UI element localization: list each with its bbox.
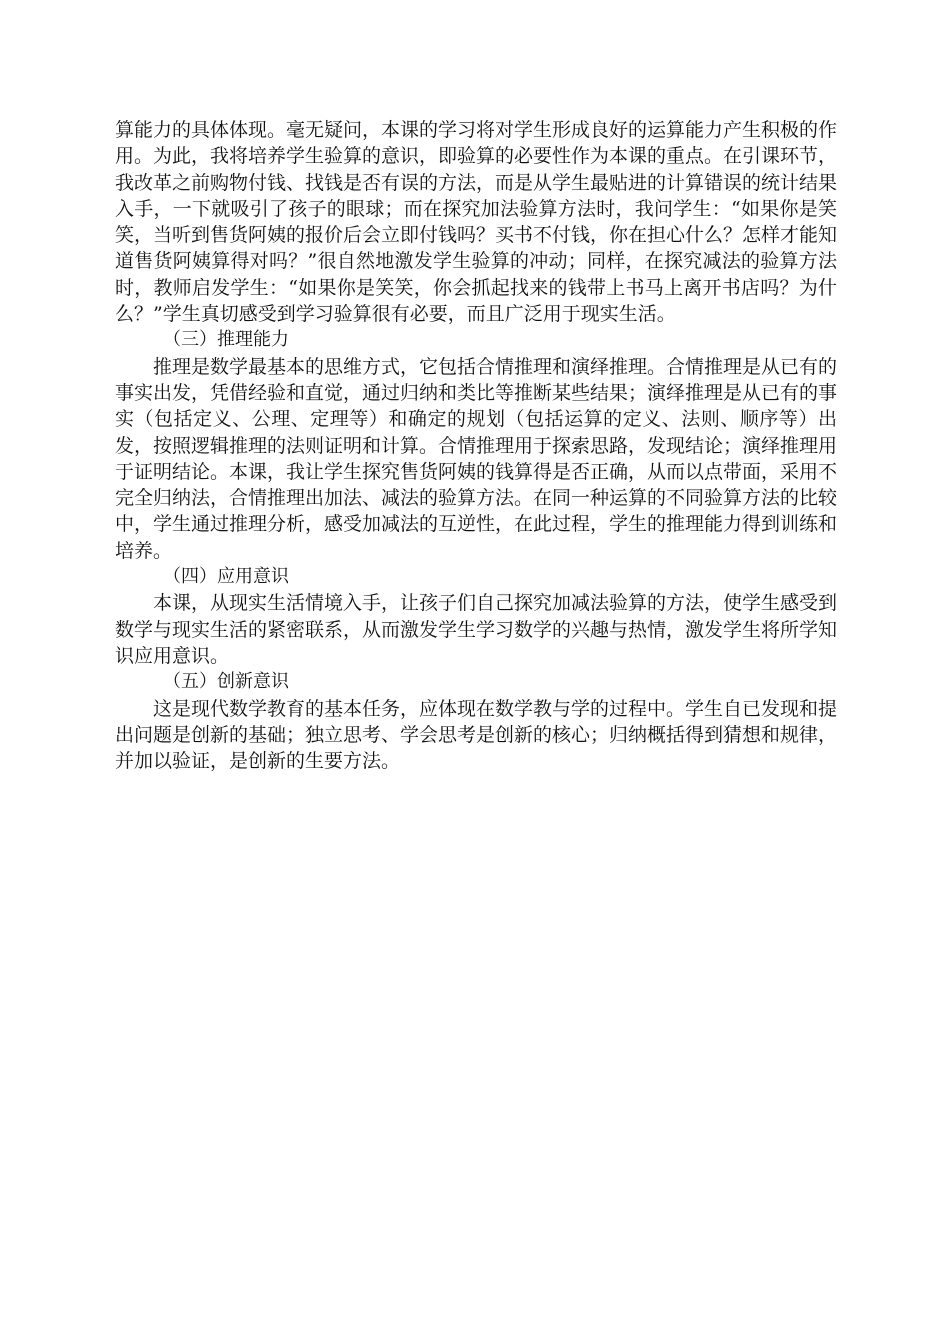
section-heading-innovation: （五）创新意识: [163, 671, 289, 693]
section-heading-application: （四）应用意识: [163, 566, 289, 588]
section-body-innovation: 这是现代数学教育的基本任务，应体现在数学教与学的过程中。学生自已发现和提出问题是创新的基础；独立思考、学会思考是创新的核心；归纳概括得到猜想和规律，并加以验证，是创新的生要方法。: [115, 697, 838, 773]
section-body-reasoning: 推理是数学最基本的思维方式，它包括合情推理和演绎推理。合情推理是从已有的事实出发，凭借经验和直觉，通过归纳和类比等推断某些结果；演绎推理是从已有的事实（包括定义、公理、定理等）和确定的规划（包括运算的定义、法则、顺序等）出发，按照逻辑推理的法则证明和计算。合情推理用于探索思路，发现结论；演绎推理用于证明结论。本课，我让学生探究售货阿姨的钱算得是否正确，从而以点带面，采用不完全归纳法，合情推理出加法、减法的验算方法。在同一种运算的不同验算方法的比较中，学生通过推理分析，感受加减法的互逆性，在此过程，学生的推理能力得到训练和培养。: [115, 355, 838, 562]
section-body-application: 本课，从现实生活情境入手，让孩子们自己探究加减法验算的方法，使学生感受到数学与现实生活的紧密联系，从而激发学生学习数学的兴趣与热情，激发学生将所学知识应用意识。: [115, 592, 838, 667]
section-heading-reasoning: （三）推理能力: [163, 329, 289, 351]
intro-paragraph: 算能力的具体体现。毫无疑问，本课的学习将对学生形成良好的运算能力产生积极的作用。为此，我将培养学生验算的意识，即验算的必要性作为本课的重点。在引课环节，我改革之前购物付钱、找钱是否有误的方法，而是从学生最贴进的计算错误的统计结果入手，一下就吸引了孩子的眼球；而在探究加法验算方法时，我问学生：“如果你是笑笑，当听到售货阿姨的报价后会立即付钱吗？买书不付钱，你在担心什么？怎样才能知道售货阿姨算得对吗？”很自然地激发学生验算的冲动；同样，在探究减法的验算方法时，教师启发学生：“如果你是笑笑，你会抓起找来的钱带上书马上离开书店吗？为什么？”学生真切感受到学习验算很有必要，而且广泛用于现实生活。: [115, 119, 838, 326]
document-page: [115, 117, 837, 774]
